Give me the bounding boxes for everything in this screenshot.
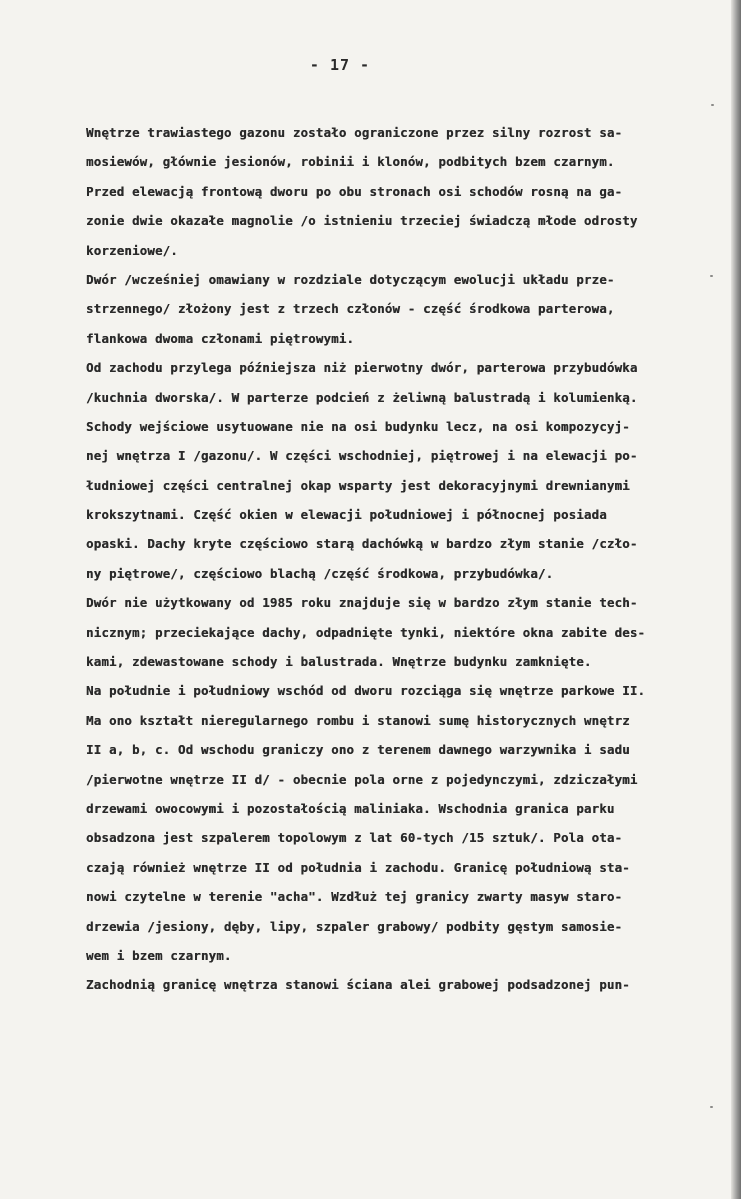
text-line: zonie dwie okazałe magnolie /o istnieniu trzeciej świadczą młode odrosty <box>86 213 638 229</box>
text-line: Ma ono kształt nieregularnego rombu i stanowi sumę historycznych wnętrz <box>86 712 630 728</box>
text-line: Na południe i południowy wschód od dworu rozciąga się wnętrze parkowe II. <box>86 683 646 699</box>
scan-speck <box>710 1106 713 1108</box>
text-line: Wnętrze trawiastego gazonu zostało ograniczone przez silny rozrost sa- <box>86 125 623 140</box>
page-number: - 17 - <box>309 56 371 74</box>
text-line: Od zachodu przylega późniejsza niż pierwotny dwór, parterowa przybudówka <box>86 360 638 376</box>
text-line: Dwór nie użytkowany od 1985 roku znajduje się w bardzo złym stanie tech- <box>86 595 638 611</box>
text-line: kami, zdewastowane schody i balustrada. Wnętrze budynku zamknięte. <box>86 654 592 670</box>
text-line: korzeniowe/. <box>86 242 178 258</box>
text-line: flankowa dwoma członami piętrowymi. <box>86 330 355 346</box>
text-line: Przed elewacją frontową dworu po obu stronach osi schodów rosną na ga- <box>86 183 623 199</box>
text-line: opaski. Dachy kryte częściowo starą dachówką w bardzo złym stanie /czło- <box>86 536 638 552</box>
text-line: drzewia /jesiony, dęby, lipy, szpaler grabowy/ podbity gęstym samosie- <box>86 918 623 934</box>
text-line: ny piętrowe/, częściowo blachą /część środkowa, przybudówka/. <box>86 565 554 581</box>
scan-page-edge <box>731 0 741 1199</box>
text-line: mosiewów, głównie jesionów, robinii i klonów, podbitych bzem czarnym. <box>86 154 615 170</box>
text-line: czają również wnętrze II od południa i zachodu. Granicę południową sta- <box>86 859 630 875</box>
text-line: nicznym; przeciekające dachy, odpadnięte tynki, niektóre okna zabite des- <box>86 624 646 640</box>
scan-speck <box>711 104 714 106</box>
text-line: obsadzona jest szpalerem topolowym z lat 60-tych /15 sztuk/. Pola ota- <box>86 830 623 846</box>
text-line: krokszytnami. Część okien w elewacji południowej i północnej posiada <box>86 507 607 523</box>
document-body <box>86 118 726 1000</box>
text-line: wem i bzem czarnym. <box>86 947 232 963</box>
text-line: Dwór /wcześniej omawiany w rozdziale dotyczącym ewolucji układu prze- <box>86 271 615 287</box>
text-line: drzewami owocowymi i pozostałością maliniaka. Wschodnia granica parku <box>86 800 615 816</box>
text-line: nowi czytelne w terenie "acha". Wzdłuż tej granicy zwarty masyw staro- <box>86 889 623 905</box>
text-line: Schody wejściowe usytuowane nie na osi budynku lecz, na osi kompozycyj- <box>86 418 630 434</box>
text-line: nej wnętrza I /gazonu/. W części wschodniej, piętrowej i na elewacji po- <box>86 448 638 464</box>
text-line: /pierwotne wnętrze II d/ - obecnie pola orne z pojedynczymi, zdziczałymi <box>86 771 638 787</box>
text-line: łudniowej części centralnej okap wsparty jest dekoracyjnymi drewnianymi <box>86 477 630 493</box>
text-line: /kuchnia dworska/. W parterze podcień z żeliwną balustradą i kolumienką. <box>86 389 638 405</box>
text-line: II a, b, c. Od wschodu graniczy ono z terenem dawnego warzywnika i sadu <box>86 742 630 758</box>
text-line: strzennego/ złożony jest z trzech członów - część środkowa parterowa, <box>86 301 615 317</box>
text-line: Zachodnią granicę wnętrza stanowi ściana alei grabowej podsadzonej pun- <box>86 977 630 993</box>
